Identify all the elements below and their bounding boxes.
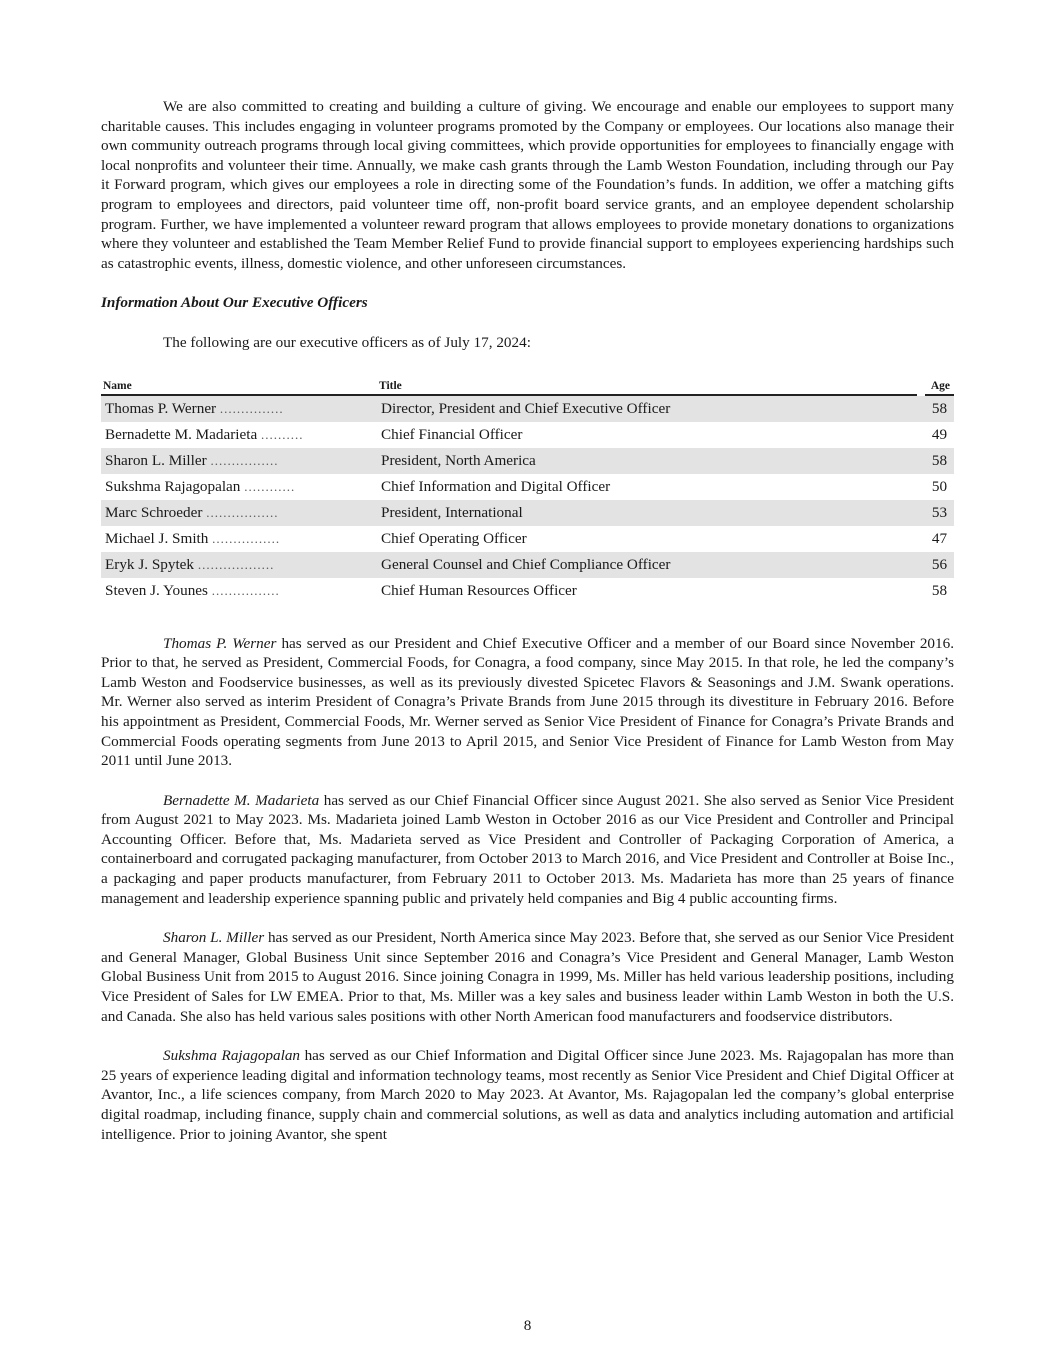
giving-paragraph: We are also committed to creating and building a culture of giving. We encourage and enable our employees to support many charitable causes. This includes engaging in volunteer programs promoted by the Company or employees. Our locations also manage their own community outreach programs through local giving committees, which provide opportunities for employees to financially engage with local nonprofits and volunteer their time. Annually, we make cash grants through the Lamb Weston Foundation, including through our Pay it Forward program, which gives our employees a role in directing some of the Foundation’s funds. In addition, we offer a matching gifts program to employees and directors, paid volunteer time off, non-profit board service grants, and an employee dependent scholarship program. Further, we have implemented a volunteer reward program that allows employees to provide monetary donations to organizations where they volunteer and established the Team Member Relief Fund to provide financial support to employees experiencing hardships such as catastrophic events, illness, domestic violence, and other unforeseen circumstances.: [101, 98, 954, 272]
officer-age: 56: [925, 552, 954, 578]
table-row: [101, 448, 954, 474]
officer-title: Chief Financial Officer: [381, 425, 523, 443]
leader-dots: ..........: [261, 426, 304, 442]
leader-dots: ............: [244, 478, 296, 494]
officer-name: Steven J. Younes: [105, 581, 208, 599]
officer-name: Thomas P. Werner: [105, 399, 217, 417]
officer-name-cell: [101, 396, 377, 422]
officer-age: 53: [925, 500, 954, 526]
table-row: [101, 500, 954, 526]
officer-name: Sharon L. Miller: [105, 451, 207, 469]
officer-title: Chief Operating Officer: [381, 529, 527, 547]
officer-age: 50: [931, 477, 948, 495]
header-name: Name: [101, 379, 377, 396]
officer-title: General Counsel and Chief Compliance Officer: [377, 552, 925, 578]
officer-title: Chief Information and Digital Officer: [381, 477, 611, 495]
executive-officers-table: [101, 379, 954, 604]
leader-dots: ................: [210, 452, 279, 468]
officer-name-cell: [101, 552, 377, 578]
bio-paragraph: [101, 928, 954, 1026]
table-header-row: [101, 379, 954, 396]
officer-name: Michael J. Smith: [105, 529, 209, 547]
table-row: [101, 552, 954, 578]
officer-name-cell: [101, 500, 377, 526]
bio-name: Sharon L. Miller: [163, 929, 265, 947]
officer-title: President, North America: [377, 448, 925, 474]
bio-text: has served as our Chief Information and Digital Officer since June 2023. Ms. Rajagopalan has more than 25 years of experience leading digital and information technology teams, most recently as Senior Vice President and Chief Digital Officer at Avantor, Inc., a life sciences company, from March 2020 to May 2023. At Avantor, Ms. Rajagopalan led the company’s global enterprise digital roadmap, including finance, supply chain and commercial solutions, as well as data and analytics including automation and artificial intelligence. Prior to joining Avantor, she spent: [101, 1047, 954, 1143]
officer-age: 47: [931, 529, 948, 547]
leader-dots: ...............: [219, 400, 284, 416]
officer-title: Director, President and Chief Executive Officer: [377, 396, 925, 422]
section-heading: Information About Our Executive Officers: [101, 294, 368, 312]
table-row: [101, 422, 954, 448]
bio-paragraph: [101, 1046, 954, 1144]
officer-age: 49: [931, 425, 948, 443]
table-row: [101, 474, 954, 500]
officer-name-cell: [101, 448, 377, 474]
bio-name: Thomas P. Werner: [163, 634, 277, 652]
officer-name: Eryk J. Spytek: [105, 555, 195, 573]
bio-text: has served as our Chief Financial Officer since August 2021. She also served as Senior Vice President from August 2021 to May 2023. Ms. Madarieta joined Lamb Weston in October 2016 as our Vice President and Controller and Principal Accounting Officer. Before that, Ms. Madarieta served as Vice President and Controller of Packaging Corporation of America, a containerboard and corrugated packaging manufacturer, from October 2013 to March 2016, and Vice President and Controller at Boise Inc., a packaging and paper products manufacturer, from February 2011 to October 2013. Ms. Madarieta has more than 25 years of finance management and leadership experience spanning public and privately held companies and Big 4 public accounting firms.: [101, 791, 955, 907]
table-row: [101, 396, 954, 422]
officer-name-cell: [101, 422, 377, 448]
leader-dots: ..................: [197, 556, 275, 572]
officer-age: 58: [925, 396, 954, 422]
officer-age: 58: [931, 581, 948, 599]
officer-name-cell: [101, 526, 377, 552]
page-number: 8: [523, 1317, 532, 1334]
header-age: Age: [925, 379, 954, 396]
officer-name-cell: [101, 578, 377, 604]
header-gap: [917, 379, 925, 396]
officer-title: Chief Human Resources Officer: [381, 581, 577, 599]
leader-dots: ................: [212, 530, 281, 546]
bio-name: Bernadette M. Madarieta: [163, 791, 320, 809]
bio-text: has served as our President and Chief Executive Officer and a member of our Board since November 2016. Prior to that, he served as President, Commercial Foods, for Conagra, a food company, since May 2015. In that role, he led the company’s Lamb Weston and Foodservice businesses, as well as its previously divested Spicetec Flavors & Seasonings and J.M. Swank operations. Mr. Werner also served as interim President of Conagra’s Private Brands from June 2015 through its divestiture in February 2016. Before his appointment as President, Commercial Foods, Mr. Werner served as Senior Vice President of Finance for Conagra’s Private Brands and Commercial Foods operating segments from June 2013 to April 2015, and Senior Vice President of Finance for Lamb Weston from May 2011 until June 2013.: [101, 634, 954, 770]
header-title: Title: [377, 379, 917, 396]
officer-name: Sukshma Rajagopalan: [105, 477, 241, 495]
bio-paragraph: [101, 791, 954, 909]
document-page: [101, 97, 954, 1164]
bio-name: Sukshma Rajagopalan: [163, 1047, 301, 1065]
bio-text: has served as our President, North America since May 2023. Before that, she served as our Senior Vice President and General Manager, Global Business Unit since September 2016 and Conagra’s Vice President and General Manager, Lamb Weston Global Business Unit from 2015 to August 2016. Since joining Conagra in 1999, Ms. Miller has held various leadership positions, including Vice President of Sales for LW EMEA. Prior to that, Ms. Miller was a key sales and business leader within Lamb Weston in both the U.S. and Canada. She also has held various sales positions with other North American food manufacturers and foodservice distributors.: [101, 929, 954, 1025]
officer-name-cell: [101, 474, 377, 500]
leader-dots: ................: [211, 582, 280, 598]
officer-name: Marc Schroeder: [105, 503, 203, 521]
leader-dots: .................: [206, 504, 279, 520]
officer-name: Bernadette M. Madarieta: [105, 425, 258, 443]
table-row: [101, 526, 954, 552]
bio-paragraph: [101, 634, 954, 771]
officer-title: President, International: [377, 500, 925, 526]
table-row: [101, 578, 954, 604]
table-intro: The following are our executive officers as of July 17, 2024:: [163, 333, 531, 351]
officer-age: 58: [925, 448, 954, 474]
